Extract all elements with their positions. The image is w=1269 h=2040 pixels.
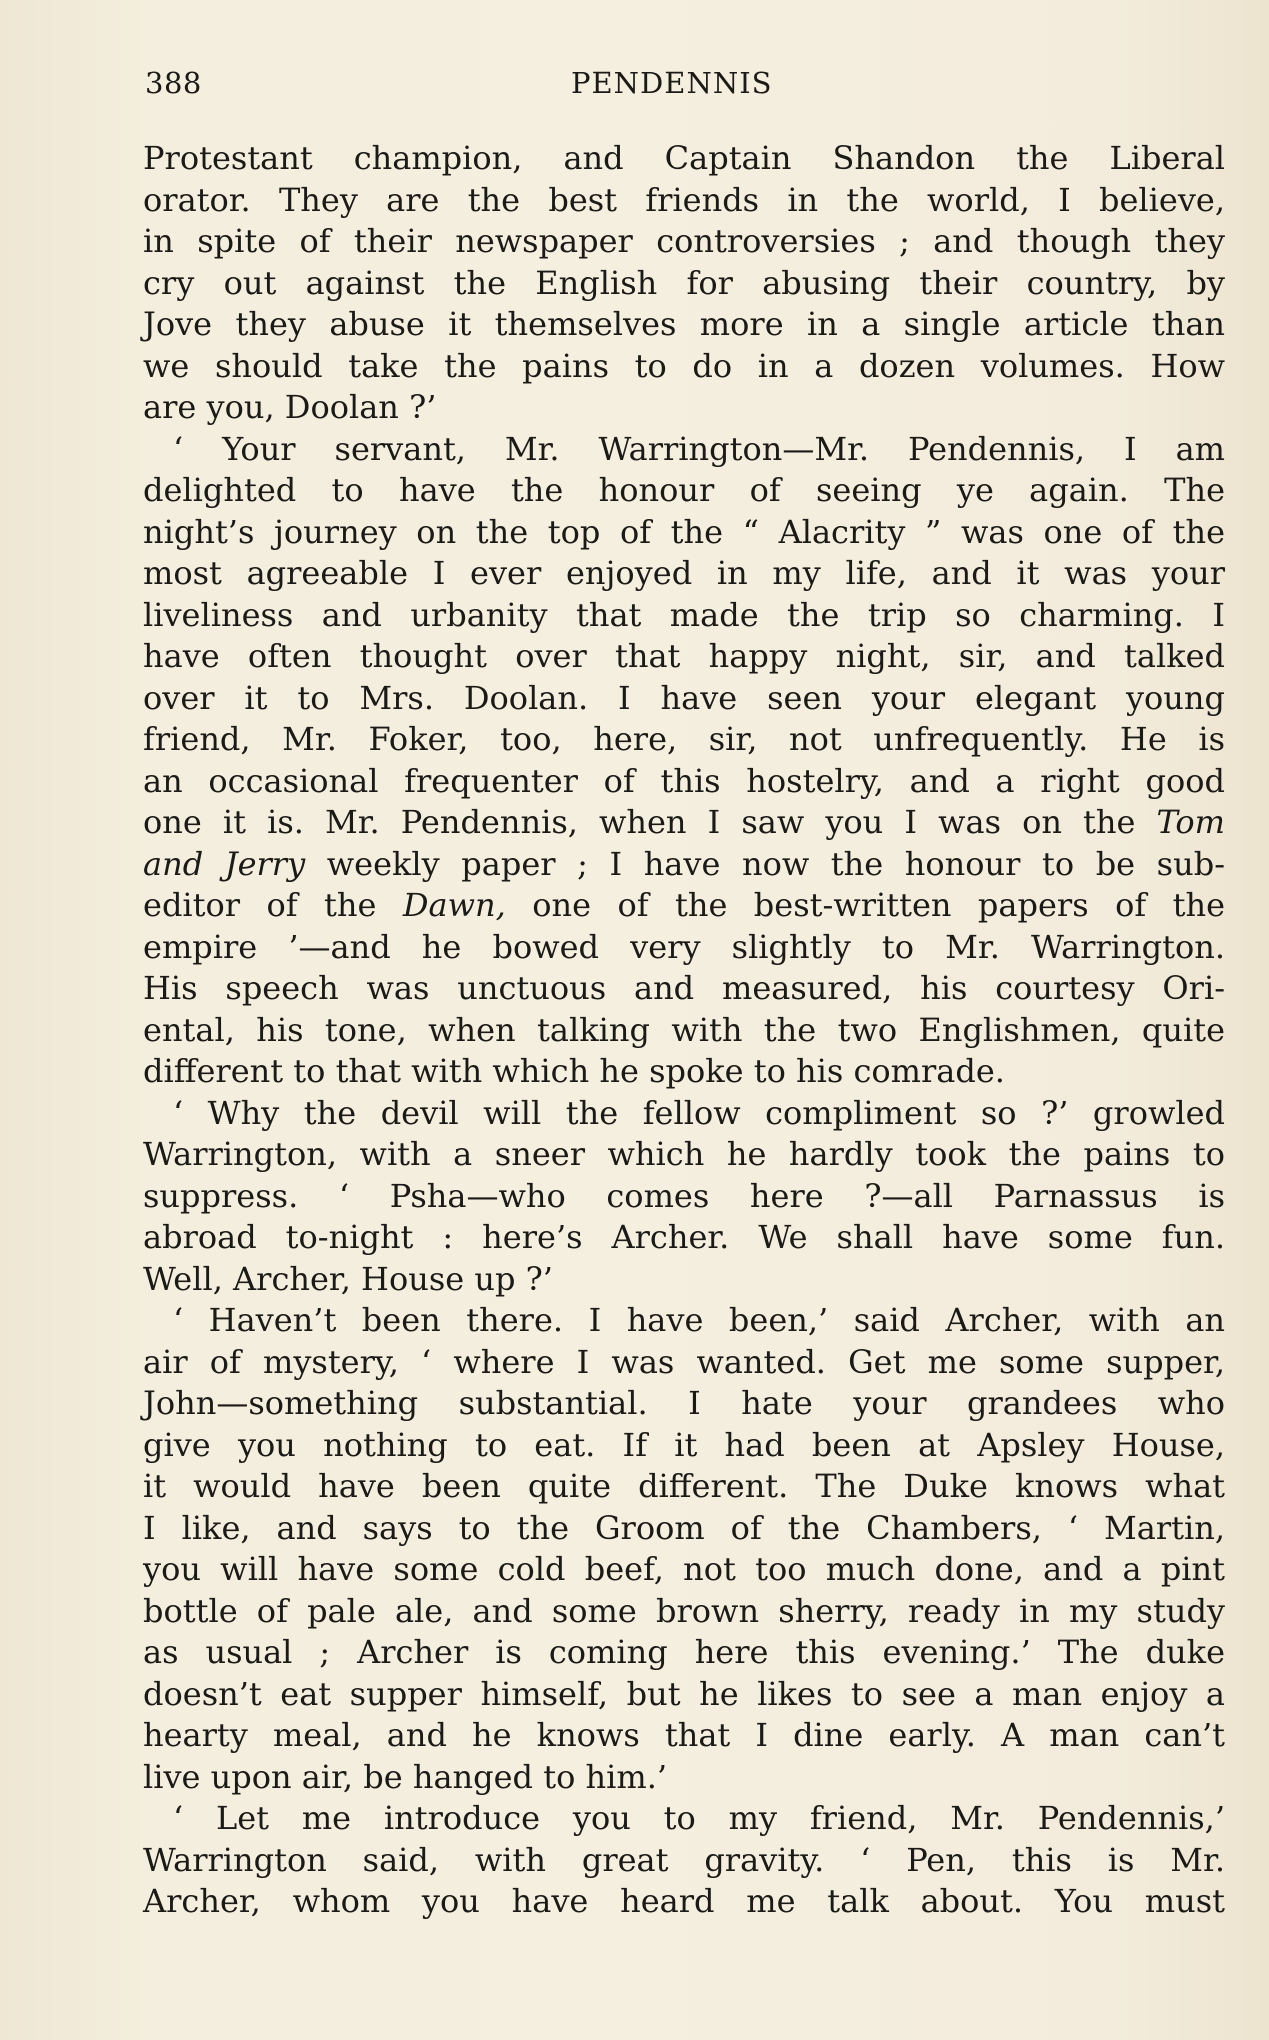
text-line <box>143 1342 1225 1384</box>
text-segment: I like, and says to the Groom of the Chambers, ‘ Martin, <box>143 1508 1225 1547</box>
text-segment: are you, Doolan ?’ <box>143 388 437 426</box>
text-segment: orator. They are the best friends in the world, I believe, <box>143 180 1225 219</box>
text-line <box>143 1508 1225 1550</box>
text-segment: suppress. ‘ Psha—who comes here ?—all Parnassus is <box>143 1176 1225 1215</box>
text-segment: over it to Mrs. Doolan. I have seen your elegant young <box>143 678 1225 717</box>
text-segment: ‘ Haven’t been there. I have been,’ said Archer, with an <box>173 1301 1225 1339</box>
text-line <box>143 1300 1225 1342</box>
text-segment: Protestant champion, and Captain Shandon the Liberal <box>143 139 1225 177</box>
text-segment: one of the best-written papers of the <box>505 886 1226 924</box>
text-line <box>143 1881 1225 1923</box>
text-line <box>143 719 1225 761</box>
text-segment: an occasional frequenter of this hostelry, and a right good <box>143 761 1225 800</box>
text-line <box>143 1674 1225 1716</box>
text-line <box>143 968 1225 1010</box>
text-line <box>143 304 1225 346</box>
text-line <box>143 1217 1225 1259</box>
text-segment: abroad to-night : here’s Archer. We shall have some fun. <box>143 1218 1225 1256</box>
text-line <box>143 1632 1225 1674</box>
text-line <box>143 221 1225 263</box>
body-text <box>143 138 1225 1923</box>
text-line <box>143 1549 1225 1591</box>
text-segment: different to that with which he spoke to his comrade. <box>143 1052 1005 1090</box>
text-segment: cry out against the English for abusing their country, by <box>143 263 1225 302</box>
text-line <box>143 180 1225 222</box>
text-segment: Warrington said, with great gravity. ‘ Pen, this is Mr. <box>143 1840 1225 1879</box>
text-segment: Jove they abuse it themselves more in a single article than <box>143 305 1225 343</box>
text-line <box>143 1259 1225 1301</box>
text-line <box>143 885 1225 927</box>
text-segment: John—something substantial. I hate your grandees who <box>143 1384 1225 1422</box>
text-segment: as usual ; Archer is coming here this evening.’ The duke <box>143 1633 1225 1671</box>
text-segment: it would have been quite different. The Duke knows what <box>143 1467 1225 1505</box>
text-line <box>143 1466 1225 1508</box>
page-header <box>145 66 1225 106</box>
text-line <box>143 1591 1225 1633</box>
text-segment: hearty meal, and he knows that I dine early. A man can’t <box>143 1716 1225 1754</box>
italic-text: and Jerry <box>143 844 306 883</box>
text-line <box>143 636 1225 678</box>
text-segment: Well, Archer, House up ?’ <box>143 1259 553 1298</box>
text-line <box>143 1715 1225 1757</box>
text-line <box>143 1051 1225 1093</box>
page-number: 388 <box>145 66 202 100</box>
italic-text: Tom <box>1156 803 1225 841</box>
text-line <box>143 1425 1225 1467</box>
text-line <box>143 1383 1225 1425</box>
text-segment: Warrington, with a sneer which he hardly took the pains to <box>143 1135 1225 1173</box>
text-line <box>143 1010 1225 1052</box>
text-segment: liveliness and urbanity that made the trip so charming. I <box>143 595 1225 634</box>
text-segment: His speech was unctuous and measured, his courtesy Ori- <box>143 969 1225 1007</box>
text-segment: night’s journey on the top of the “ Alacrity ” was one of the <box>143 512 1225 551</box>
text-segment: bottle of pale ale, and some brown sherry, ready in my study <box>143 1591 1225 1630</box>
text-line <box>143 429 1225 471</box>
text-segment: ‘ Let me introduce you to my friend, Mr. Pendennis,’ <box>173 1799 1225 1837</box>
text-line <box>143 1840 1225 1882</box>
text-line <box>143 1757 1225 1799</box>
text-line <box>143 346 1225 388</box>
text-segment: ‘ Why the devil will the fellow compliment so ?’ growled <box>173 1093 1225 1132</box>
text-segment: we should take the pains to do in a dozen volumes. How <box>143 346 1225 385</box>
text-segment: weekly paper ; I have now the honour to be sub- <box>305 844 1226 883</box>
text-segment: Archer, whom you have heard me talk about. You must <box>143 1882 1225 1920</box>
text-line <box>143 387 1225 429</box>
text-segment: friend, Mr. Foker, too, here, sir, not unfrequently. He is <box>143 720 1225 758</box>
text-line <box>143 553 1225 595</box>
text-segment: ental, his tone, when talking with the two Englishmen, quite <box>143 1010 1225 1049</box>
text-segment: air of mystery, ‘ where I was wanted. Get me some supper, <box>143 1342 1225 1381</box>
text-line <box>143 678 1225 720</box>
text-line <box>143 844 1225 886</box>
text-line <box>143 470 1225 512</box>
text-segment: one it is. Mr. Pendennis, when I saw you I was on the <box>143 803 1157 841</box>
text-line <box>143 512 1225 554</box>
text-line <box>143 1134 1225 1176</box>
text-segment: doesn’t eat supper himself, but he likes to see a man enjoy a <box>143 1674 1225 1713</box>
text-line <box>143 138 1225 180</box>
text-line <box>143 263 1225 305</box>
text-segment: in spite of their newspaper controversies ; and though they <box>143 222 1225 260</box>
text-segment: live upon air, be hanged to him.’ <box>143 1757 668 1796</box>
text-line <box>143 595 1225 637</box>
running-title: PENDENNIS <box>571 66 773 100</box>
text-line <box>143 1176 1225 1218</box>
text-line <box>143 1798 1225 1840</box>
italic-text: Dawn, <box>402 886 506 924</box>
text-line <box>143 927 1225 969</box>
text-segment: ‘ Your servant, Mr. Warrington—Mr. Pendennis, I am <box>173 429 1225 468</box>
text-line <box>143 761 1225 803</box>
text-line <box>143 802 1225 844</box>
text-segment: editor of the <box>143 886 403 924</box>
text-segment: give you nothing to eat. If it had been at Apsley House, <box>143 1425 1225 1464</box>
text-segment: delighted to have the honour of seeing ye again. The <box>143 471 1225 509</box>
text-segment: you will have some cold beef, not too much done, and a pint <box>143 1550 1225 1588</box>
text-segment: most agreeable I ever enjoyed in my life, and it was your <box>143 554 1225 592</box>
text-segment: empire ’—and he bowed very slightly to Mr. Warrington. <box>143 927 1225 966</box>
text-line <box>143 1093 1225 1135</box>
text-segment: have often thought over that happy night, sir, and talked <box>143 637 1225 675</box>
